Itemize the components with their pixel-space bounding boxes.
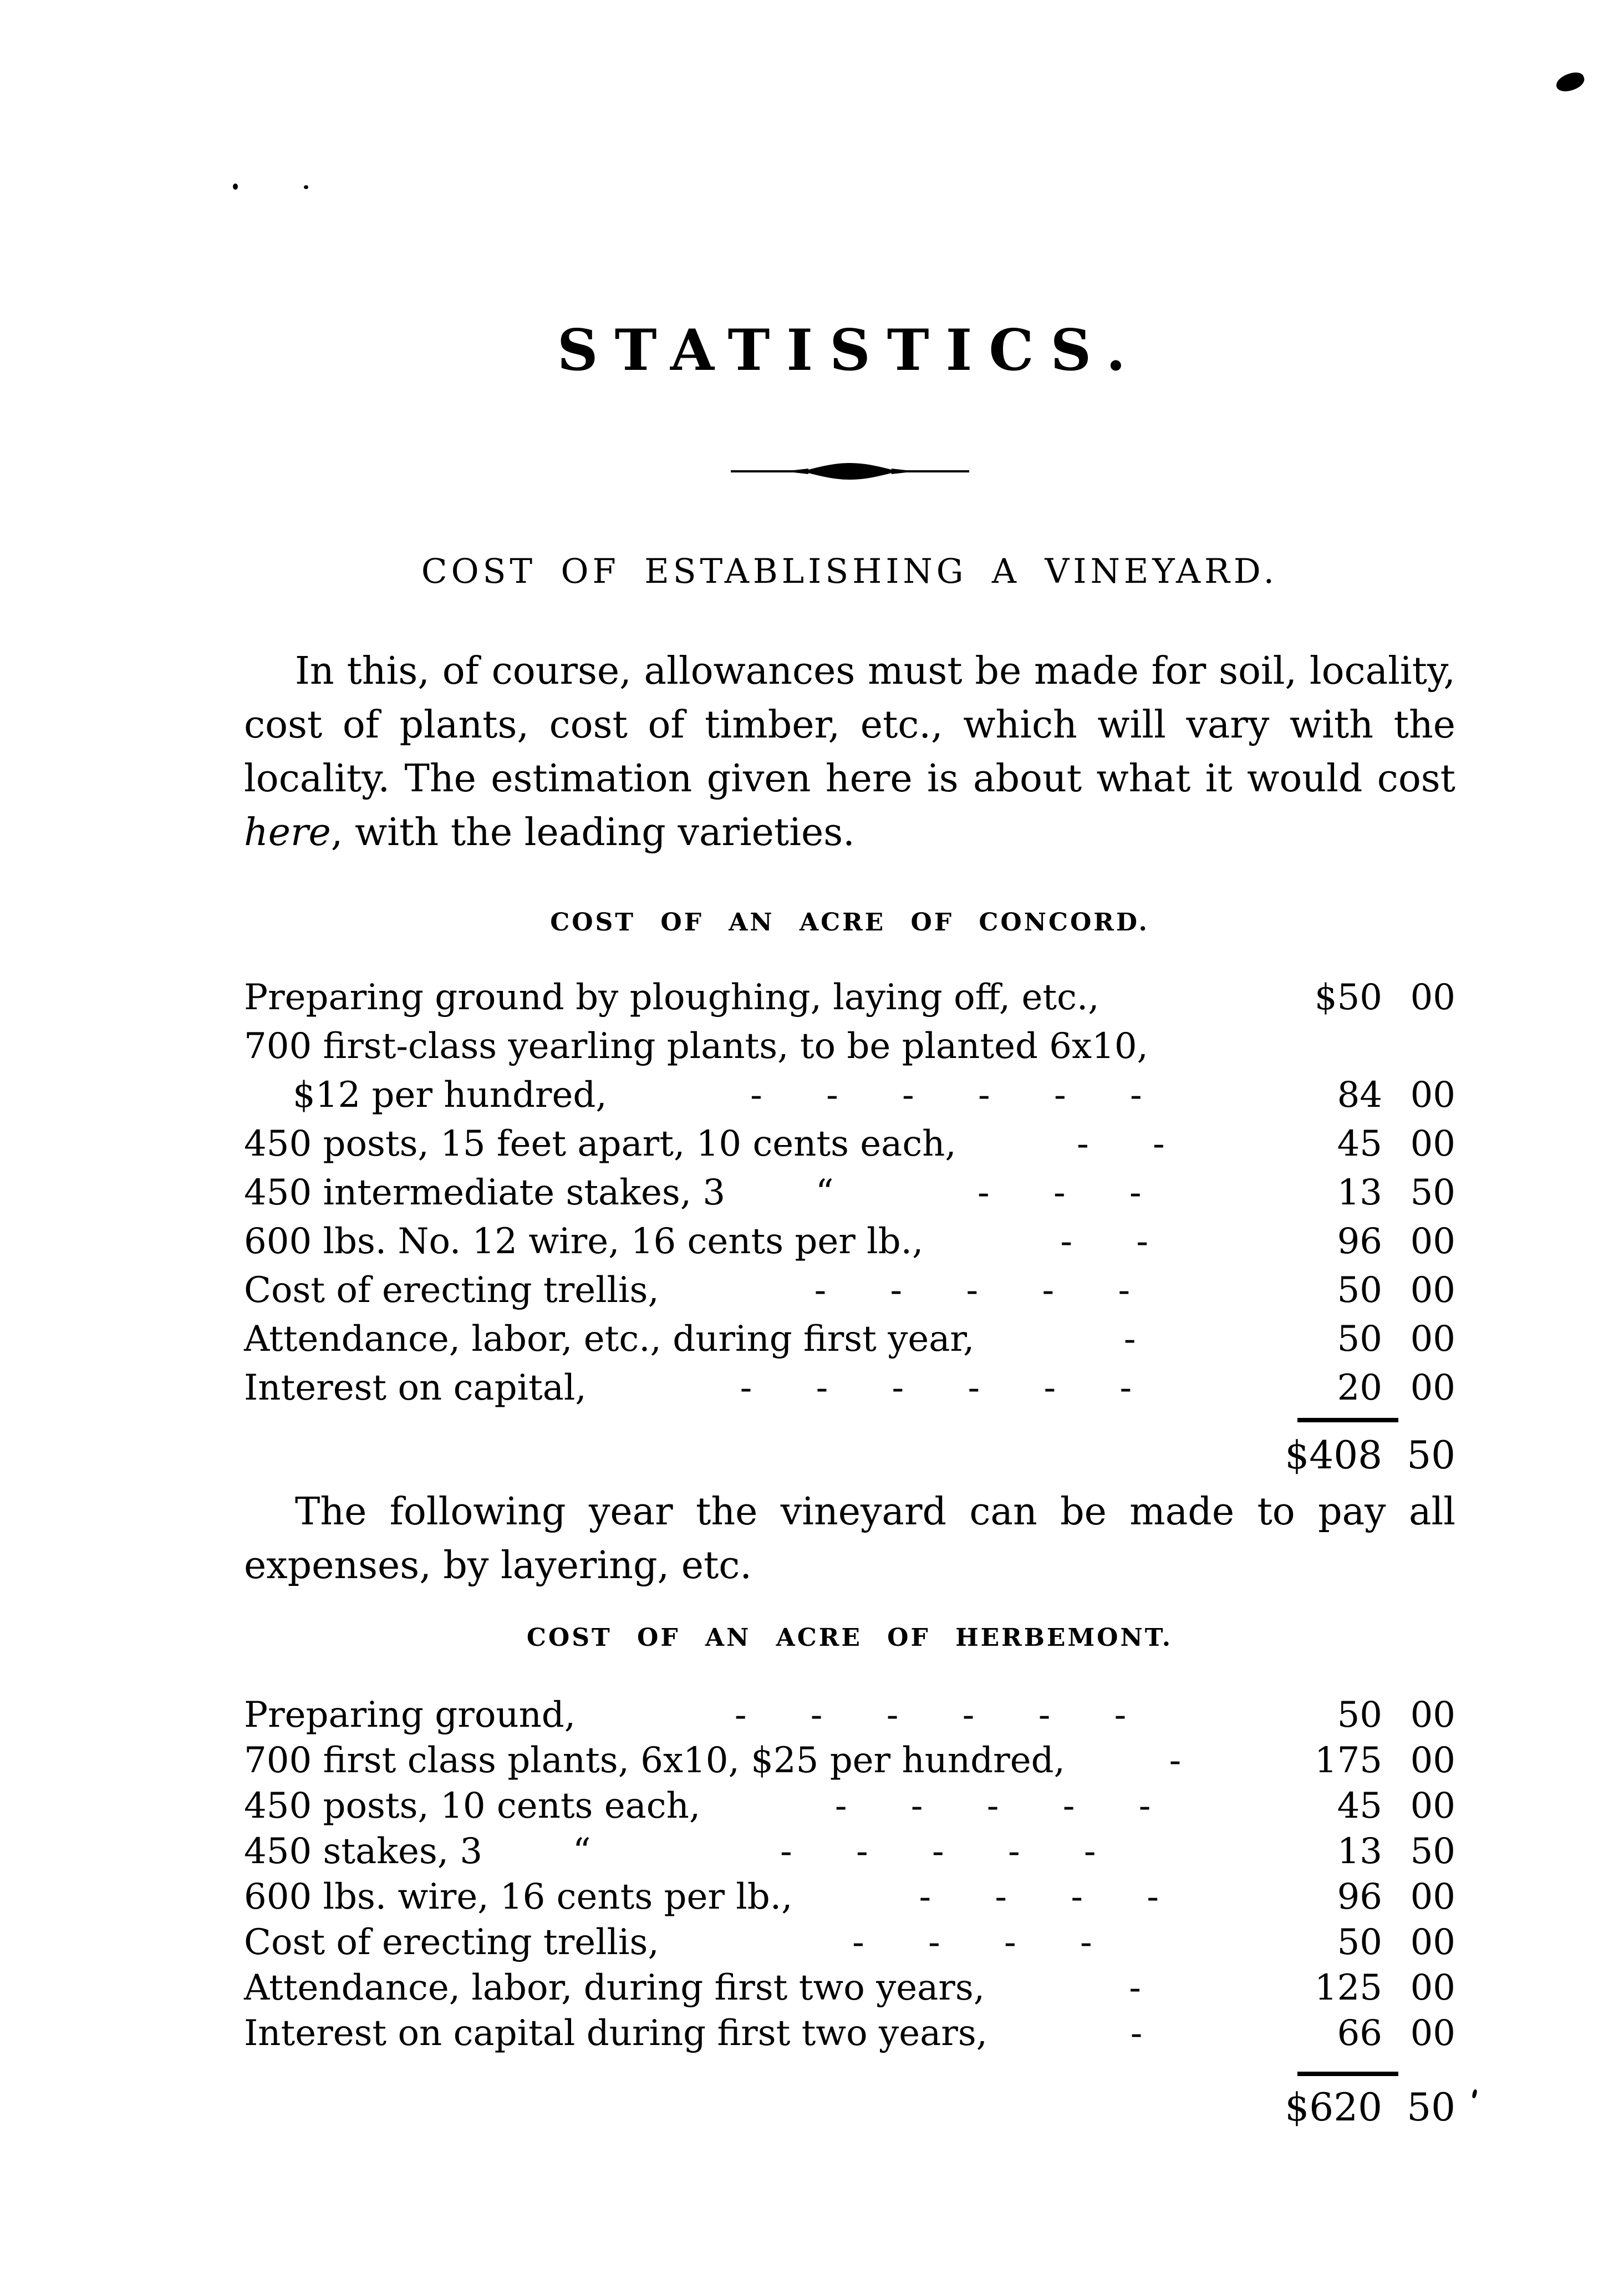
item-description: 700 first-class yearling plants, to be planted 6x10, [244,1026,1148,1067]
dot-leaders: - [1123,1319,1136,1360]
total-cents: 50 [1407,1433,1455,1478]
cost-row [244,1168,1455,1217]
amount-dollars: 13 [1337,1831,1382,1872]
amount-cents: 50 [1410,1831,1455,1872]
amount-cents: 00 [1410,1221,1455,1262]
concord-table-heading: COST OF AN ACRE OF CONCORD. [550,908,1149,937]
dot-leaders: - - - - - - [750,1075,1142,1116]
sum-rule-row [244,2072,1455,2076]
amount-dollars: 50 [1337,1319,1382,1360]
amount-dollars: 45 [1337,1786,1382,1827]
cost-row [244,1874,1455,1920]
cost-row [244,1217,1455,1266]
amount-dollars: $50 [1314,977,1382,1018]
amount-dollars: 175 [1314,1740,1382,1781]
item-description: 450 posts, 15 feet apart, 10 cents each, [244,1123,956,1164]
dot-leaders: - [1130,2013,1143,2054]
intro-italic-word: here [244,811,331,854]
cost-row [244,1738,1455,1783]
dot-leaders: - - - [978,1172,1142,1213]
item-description: Attendance, labor, during first two years, [244,1967,985,2008]
item-description: Interest on capital, [244,1367,587,1408]
cost-row [244,1315,1455,1364]
item-description: 450 posts, 10 cents each, [244,1786,701,1827]
ink-blob [1554,70,1587,95]
item-description: 450 stakes, 3 “ [244,1831,591,1872]
amount-dollars: 50 [1337,1922,1382,1963]
cost-row [244,1266,1455,1315]
amount-cents: 00 [1410,1922,1455,1963]
amount-cents: 00 [1410,1319,1455,1360]
item-description: Cost of erecting trellis, [244,1270,659,1311]
dot-leaders: - - [1060,1221,1148,1262]
scan-speck [304,185,308,189]
cost-row [244,1920,1455,1965]
cost-row [244,1829,1455,1874]
sum-rule-row [244,1418,1455,1422]
dot-leaders: - - - - - - [740,1367,1132,1408]
dot-leaders: - - - - [852,1922,1092,1963]
item-description: Cost of erecting trellis, [244,1922,659,1963]
cost-row [244,1120,1455,1168]
cost-row [244,1364,1455,1412]
item-description: 600 lbs. wire, 16 cents per lb., [244,1876,793,1917]
item-description: Preparing ground, [244,1695,576,1736]
amount-cents: 00 [1410,1695,1455,1736]
amount-dollars: 96 [1337,1221,1382,1262]
amount-dollars: 66 [1337,2013,1382,2054]
dot-leaders: - - - - - - [734,1695,1127,1736]
page-title: STATISTICS. [557,317,1143,384]
item-description: Attendance, labor, etc., during first year, [244,1319,975,1360]
cost-row [244,1783,1455,1829]
sum-rule [1297,1418,1398,1422]
amount-dollars: 84 [1337,1075,1382,1116]
item-description: Preparing ground by ploughing, laying off, etc., [244,977,1099,1018]
dot-leaders: - - [1077,1123,1165,1164]
decorative-divider [244,459,1455,486]
item-description: 700 first class plants, 6x10, $25 per hundred, [244,1740,1065,1781]
intro-text: In this, of course, allowances must be made for soil, locality, cost of plants, cost of timber, etc., which will vary with the locality. The estimation given here is about what it would cost [244,649,1455,801]
amount-dollars: 50 [1337,1695,1382,1736]
amount-dollars: 20 [1337,1367,1382,1408]
amount-cents: 50 [1410,1172,1455,1213]
amount-dollars: 45 [1337,1123,1382,1164]
amount-cents: 00 [1410,1123,1455,1164]
dot-leaders: - [1129,1967,1141,2008]
cost-row [244,1965,1455,2011]
herbemont-table-heading: COST OF AN ACRE OF HERBEMONT. [526,1624,1173,1652]
amount-cents: 00 [1410,1367,1455,1408]
total-dollars: $620 [1285,2086,1382,2130]
intro-paragraph [244,644,1455,859]
total-dollars: $408 [1285,1433,1382,1478]
cost-row [244,973,1455,1022]
amount-dollars: 125 [1314,1967,1382,2008]
scan-speck [1472,2089,1478,2098]
amount-cents: 00 [1410,977,1455,1018]
item-description: 600 lbs. No. 12 wire, 16 cents per lb., [244,1221,924,1262]
table-total-row [244,1431,1455,1480]
amount-cents: 00 [1410,1967,1455,2008]
cost-row [244,2011,1455,2056]
amount-cents: 00 [1410,1876,1455,1917]
amount-cents: 00 [1410,2013,1455,2054]
divider-ornament-icon [731,459,969,484]
amount-cents: 00 [1410,1270,1455,1311]
section-title: COST OF ESTABLISHING A VINEYARD. [421,552,1279,591]
cost-row [244,1692,1455,1738]
cost-row [244,1071,1455,1120]
dot-leaders: - - - - [919,1876,1159,1917]
total-cents: 50 [1407,2086,1455,2130]
intro-text-end: , with the leading varieties. [330,811,855,854]
item-description: $12 per hundred, [293,1075,607,1116]
dot-leaders: - - - - - [834,1786,1151,1827]
dot-leaders: - - - - - [780,1831,1096,1872]
scan-speck [233,184,238,190]
amount-cents: 00 [1410,1786,1455,1827]
item-description: 450 intermediate stakes, 3 “ [244,1172,834,1213]
concord-cost-table [244,973,1455,1480]
cost-row [244,1022,1455,1071]
table-total-row [244,2085,1455,2130]
amount-dollars: 13 [1337,1172,1382,1213]
amount-cents: 00 [1410,1075,1455,1116]
item-description: Interest on capital during first two years, [244,2013,987,2054]
dot-leaders: - - - - - [814,1270,1131,1311]
dot-leaders: - [1169,1740,1182,1781]
herbemont-cost-table [244,1692,1455,2130]
sum-rule [1297,2072,1398,2076]
amount-dollars: 50 [1337,1270,1382,1311]
amount-cents: 00 [1410,1740,1455,1781]
amount-dollars: 96 [1337,1876,1382,1917]
follow-up-paragraph: The following year the vineyard can be made to pay all expenses, by layering, etc. [244,1490,1455,1588]
